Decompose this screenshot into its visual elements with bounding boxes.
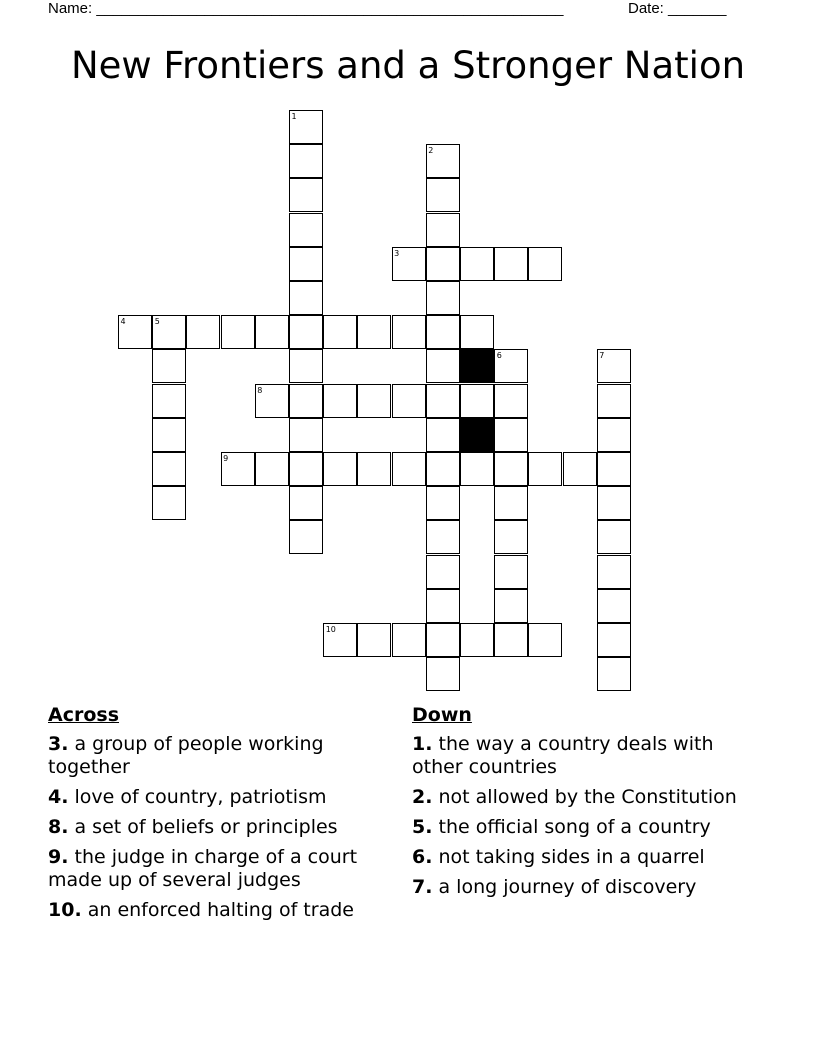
answer-cell[interactable] [494, 589, 528, 623]
answer-cell[interactable] [289, 110, 323, 144]
answer-cell[interactable] [426, 486, 460, 520]
answer-cell[interactable] [460, 452, 494, 486]
clue-down-5 [412, 816, 752, 839]
answer-cell[interactable] [392, 247, 426, 281]
answer-cell[interactable] [460, 247, 494, 281]
cell-number: 7 [599, 351, 605, 361]
answer-cell[interactable] [289, 520, 323, 554]
answer-cell[interactable] [426, 178, 460, 212]
answer-cell[interactable] [357, 315, 391, 349]
answer-cell[interactable] [152, 486, 186, 520]
clue-across-4 [48, 786, 398, 809]
answer-cell[interactable] [152, 349, 186, 383]
clue-number: 1. [412, 733, 433, 755]
across-heading: Across [48, 704, 120, 726]
answer-cell[interactable] [460, 623, 494, 657]
black-square [460, 418, 494, 452]
answer-cell[interactable] [289, 213, 323, 247]
answer-cell[interactable] [289, 418, 323, 452]
clue-text: the judge in charge of a court made up of several judges [48, 846, 358, 891]
answer-cell[interactable] [597, 555, 631, 589]
answer-cell[interactable] [460, 315, 494, 349]
clue-text: an enforced halting of trade [87, 899, 354, 921]
cell-number: 5 [154, 317, 160, 327]
answer-cell[interactable] [563, 452, 597, 486]
answer-cell[interactable] [494, 384, 528, 418]
answer-cell[interactable] [426, 247, 460, 281]
answer-cell[interactable] [426, 623, 460, 657]
answer-cell[interactable] [118, 315, 152, 349]
cell-number: 10 [325, 625, 336, 634]
answer-cell[interactable] [426, 657, 460, 691]
clue-across-10 [48, 899, 398, 922]
clue-number: 4. [48, 786, 69, 808]
clue-number: 8. [48, 816, 69, 838]
answer-cell[interactable] [152, 315, 186, 349]
answer-cell[interactable] [289, 452, 323, 486]
down-clues [412, 704, 752, 906]
clue-down-7 [412, 876, 752, 899]
clue-down-6 [412, 846, 752, 869]
answer-cell[interactable] [289, 384, 323, 418]
answer-cell[interactable] [289, 315, 323, 349]
answer-cell[interactable] [426, 281, 460, 315]
answer-cell[interactable] [494, 520, 528, 554]
answer-cell[interactable] [597, 520, 631, 554]
clue-text: a group of people working together [48, 733, 324, 778]
page-title: New Frontiers and a Stronger Nation [70, 44, 746, 87]
clue-number: 2. [412, 786, 433, 808]
answer-cell[interactable] [221, 315, 255, 349]
answer-cell[interactable] [494, 623, 528, 657]
answer-cell[interactable] [597, 452, 631, 486]
cell-number: 1 [291, 112, 297, 121]
answer-cell[interactable] [528, 452, 562, 486]
answer-cell[interactable] [597, 589, 631, 623]
date-field-label: Date: _______ [628, 0, 727, 17]
answer-cell[interactable] [426, 144, 460, 178]
answer-cell[interactable] [597, 623, 631, 657]
clue-across-8 [48, 816, 398, 839]
clue-across-3 [48, 733, 398, 779]
cell-number: 3 [394, 248, 400, 258]
answer-cell[interactable] [528, 247, 562, 281]
answer-cell[interactable] [494, 349, 528, 383]
answer-cell[interactable] [426, 384, 460, 418]
answer-cell[interactable] [494, 486, 528, 520]
answer-cell[interactable] [357, 623, 391, 657]
answer-cell[interactable] [494, 555, 528, 589]
answer-cell[interactable] [357, 452, 391, 486]
answer-cell[interactable] [289, 144, 323, 178]
answer-cell[interactable] [255, 452, 289, 486]
answer-cell[interactable] [152, 418, 186, 452]
answer-cell[interactable] [152, 384, 186, 418]
answer-cell[interactable] [323, 452, 357, 486]
clue-text: not taking sides in a quarrel [438, 846, 705, 868]
answer-cell[interactable] [289, 349, 323, 383]
cell-number: 4 [120, 317, 126, 327]
answer-cell[interactable] [597, 418, 631, 452]
answer-cell[interactable] [255, 315, 289, 349]
answer-cell[interactable] [597, 349, 631, 383]
answer-cell[interactable] [426, 349, 460, 383]
cell-number: 2 [428, 146, 434, 156]
cell-number: 6 [496, 351, 502, 361]
clue-text: not allowed by the Constitution [438, 786, 737, 808]
clue-text: the official song of a country [438, 816, 711, 838]
answer-cell[interactable] [494, 418, 528, 452]
clue-down-2 [412, 786, 752, 809]
answer-cell[interactable] [323, 315, 357, 349]
answer-cell[interactable] [460, 384, 494, 418]
clue-number: 5. [412, 816, 433, 838]
clue-text: love of country, patriotism [74, 786, 327, 808]
clue-number: 6. [412, 846, 433, 868]
answer-cell[interactable] [186, 315, 220, 349]
clue-number: 7. [412, 876, 433, 898]
clue-number: 3. [48, 733, 69, 755]
clue-across-9 [48, 846, 398, 892]
answer-cell[interactable] [597, 486, 631, 520]
answer-cell[interactable] [426, 418, 460, 452]
cell-number: 9 [223, 454, 229, 463]
answer-cell[interactable] [426, 452, 460, 486]
answer-cell[interactable] [426, 589, 460, 623]
answer-cell[interactable] [426, 555, 460, 589]
answer-cell[interactable] [392, 452, 426, 486]
answer-cell[interactable] [494, 452, 528, 486]
answer-cell[interactable] [426, 213, 460, 247]
answer-cell[interactable] [392, 623, 426, 657]
answer-cell[interactable] [289, 247, 323, 281]
answer-cell[interactable] [323, 623, 357, 657]
answer-cell[interactable] [426, 315, 460, 349]
clue-text: a long journey of discovery [438, 876, 697, 898]
answer-cell[interactable] [289, 178, 323, 212]
clue-text: the way a country deals with other countries [412, 733, 714, 778]
black-square [460, 349, 494, 383]
down-heading: Down [412, 704, 472, 726]
answer-cell[interactable] [289, 281, 323, 315]
clue-number: 9. [48, 846, 69, 868]
answer-cell[interactable] [597, 384, 631, 418]
answer-cell[interactable] [392, 315, 426, 349]
clue-down-1 [412, 733, 752, 779]
answer-cell[interactable] [289, 486, 323, 520]
answer-cell[interactable] [528, 623, 562, 657]
answer-cell[interactable] [426, 520, 460, 554]
clue-number: 10. [48, 899, 82, 921]
answer-cell[interactable] [597, 657, 631, 691]
answer-cell[interactable] [221, 452, 255, 486]
answer-cell[interactable] [357, 384, 391, 418]
answer-cell[interactable] [392, 384, 426, 418]
answer-cell[interactable] [255, 384, 289, 418]
cell-number: 8 [257, 385, 263, 395]
clue-text: a set of beliefs or principles [74, 816, 338, 838]
answer-cell[interactable] [152, 452, 186, 486]
answer-cell[interactable] [323, 384, 357, 418]
across-clues [48, 704, 398, 929]
name-field-label: Name: ________________________________________________________ [48, 0, 564, 17]
answer-cell[interactable] [494, 247, 528, 281]
